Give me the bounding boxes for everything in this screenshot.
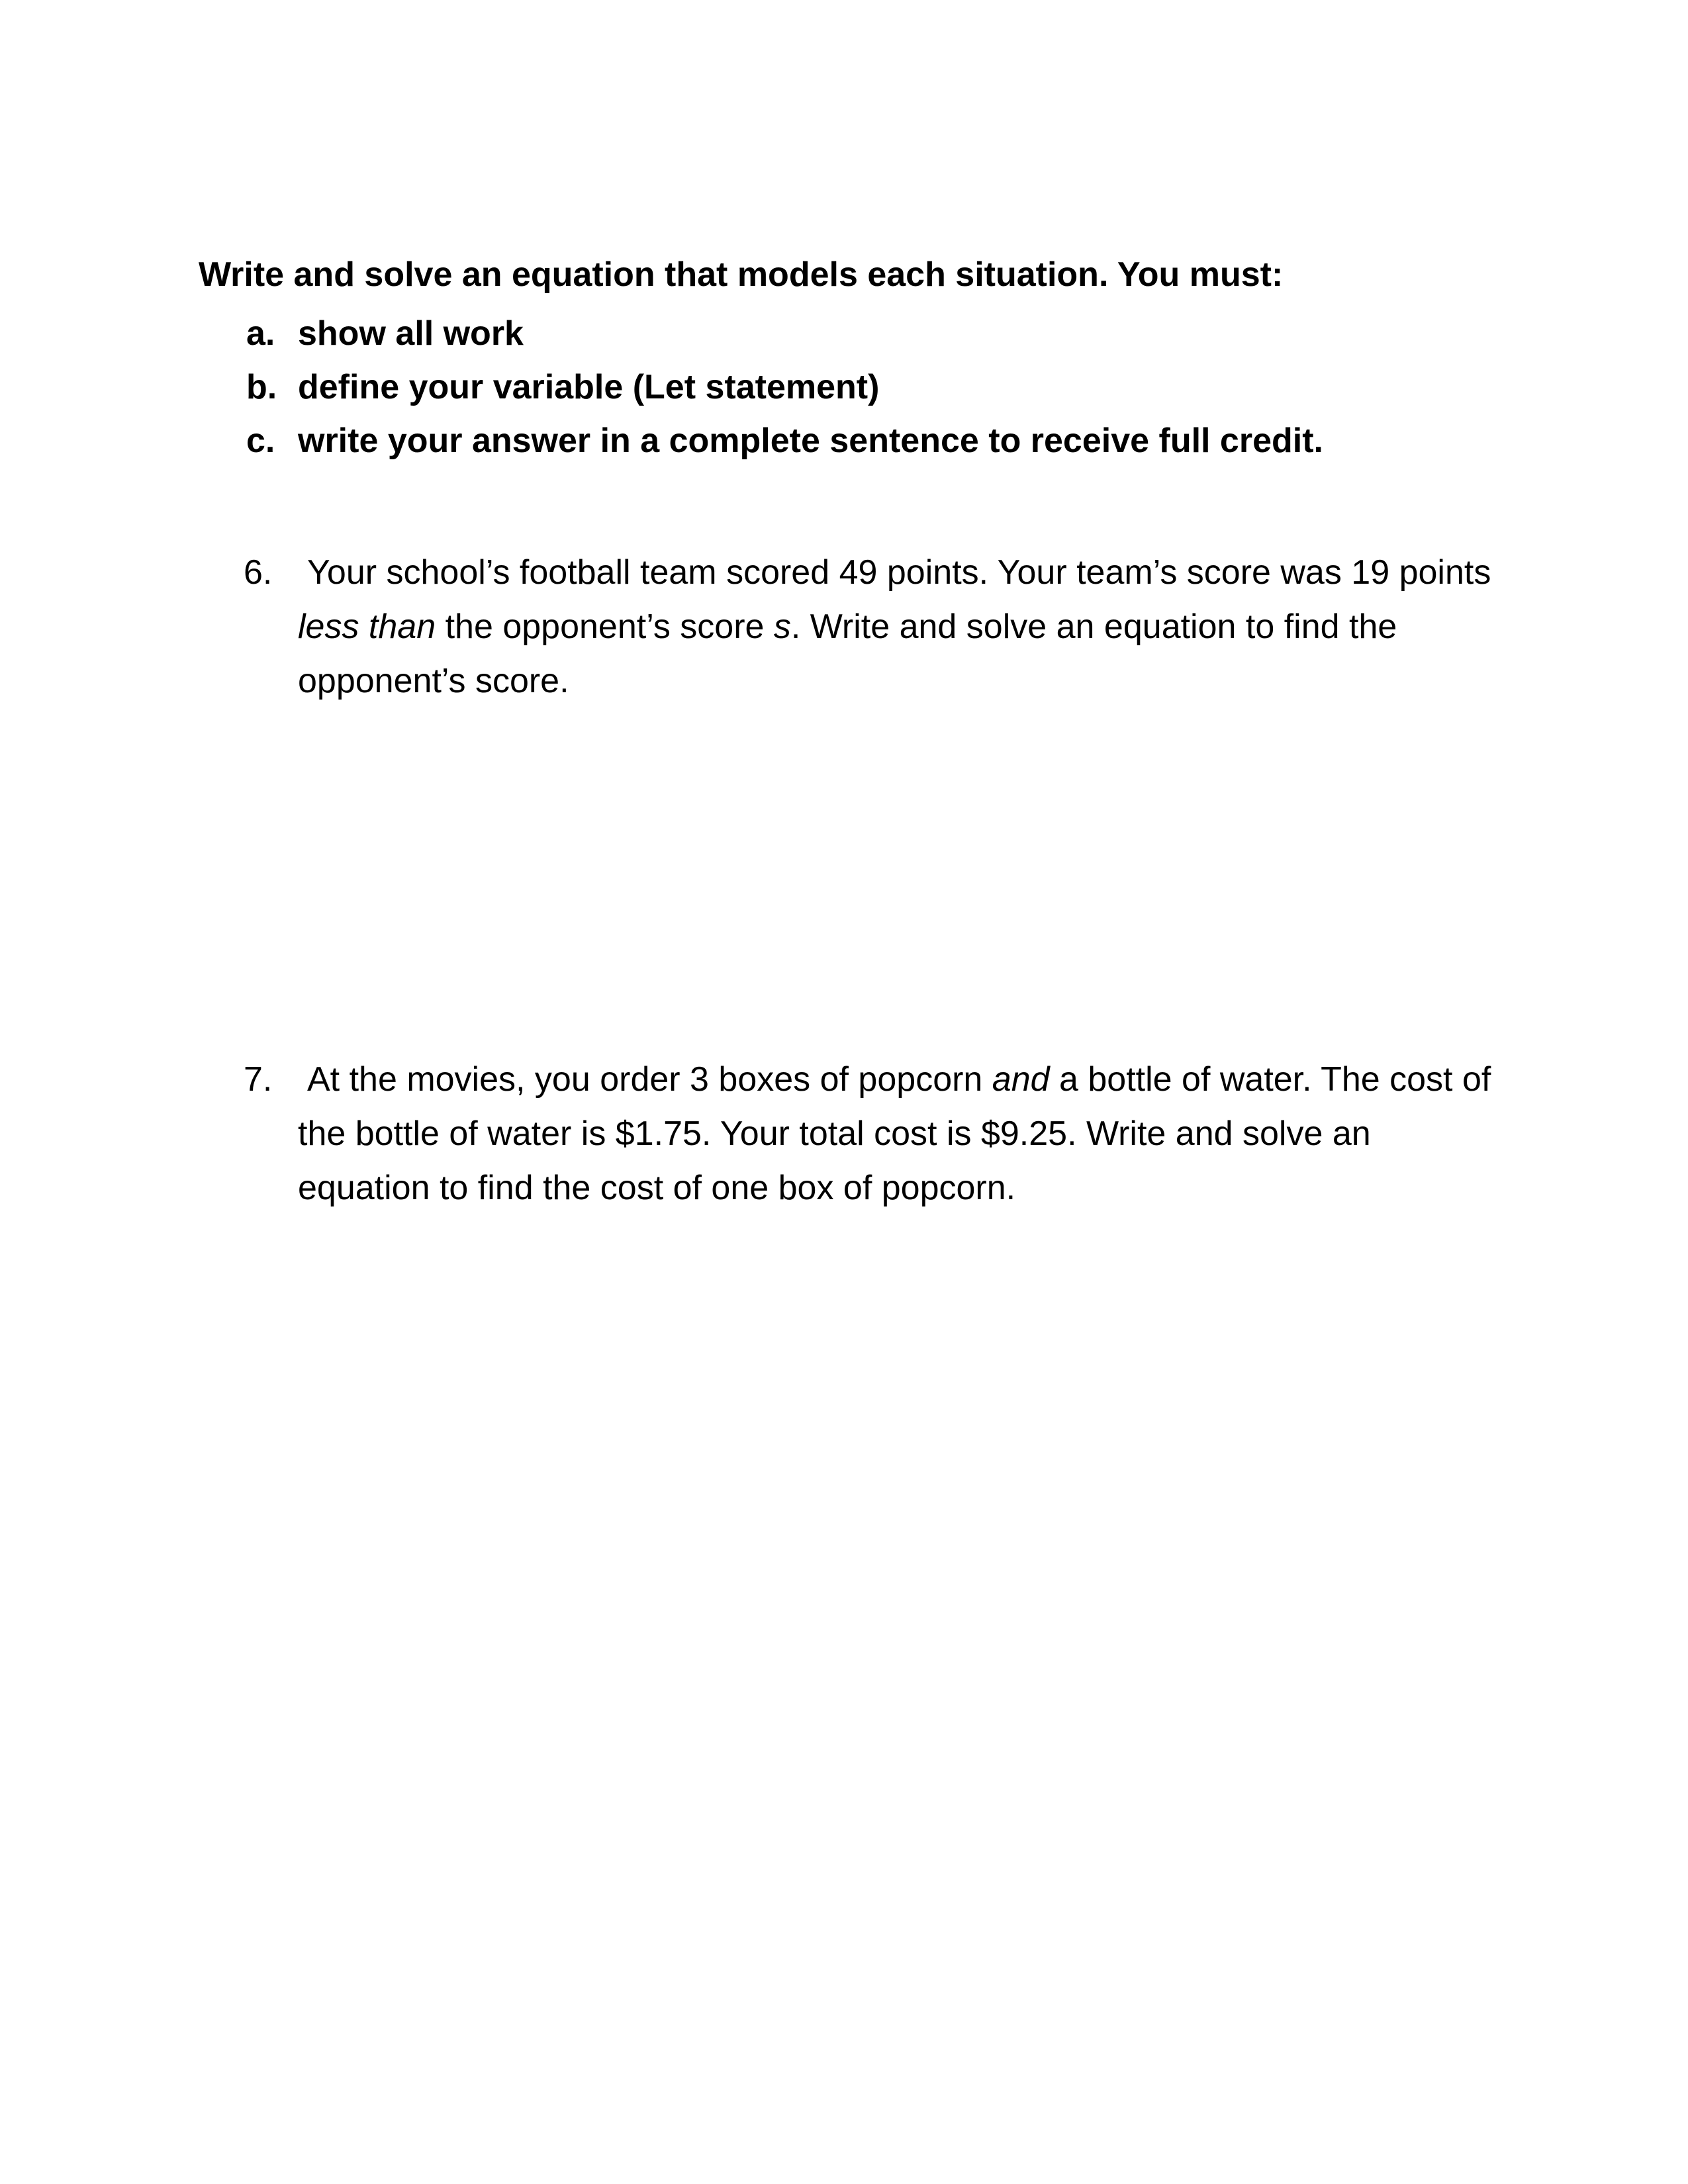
- requirement-item: [238, 307, 1323, 361]
- requirement-text: define your variable (Let statement): [298, 368, 880, 406]
- problem-text-segment: the opponent’s score: [436, 608, 774, 646]
- problem-text: [298, 1052, 1501, 1215]
- problem-text-segment: Your school’s football team scored 49 points. Your team’s score was 19 points: [307, 553, 1491, 592]
- problem-emphasis: less than: [298, 608, 436, 646]
- requirement-marker: b.: [246, 368, 277, 406]
- problem-7: [244, 1052, 1501, 1215]
- requirement-text: show all work: [298, 314, 524, 353]
- problem-text-segment: . Write and solve an equation to find the opponent’s score.: [298, 608, 1397, 700]
- requirements-list: [238, 307, 1323, 468]
- instructions-heading: Write and solve an equation that models each situation. You must:: [199, 255, 1284, 294]
- problem-text: [298, 545, 1501, 708]
- problem-6: [244, 545, 1501, 708]
- requirement-marker: c.: [246, 422, 275, 460]
- problem-number: 7.: [244, 1060, 273, 1099]
- requirement-item: [238, 361, 1323, 414]
- problem-number: 6.: [244, 553, 273, 592]
- problem-emphasis: and: [992, 1060, 1050, 1099]
- problem-text-segment: At the movies, you order 3 boxes of popcorn: [307, 1060, 992, 1099]
- problem-text-segment: a bottle of water. The cost of the bottle of water is $1.75. Your total cost is $9.25. Write and solve an equation to find the cost of one box of popcorn.: [298, 1060, 1491, 1207]
- variable-s: s: [773, 608, 791, 646]
- requirement-marker: a.: [246, 314, 275, 353]
- requirement-text: write your answer in a complete sentence to receive full credit.: [298, 422, 1323, 460]
- requirement-item: [238, 414, 1323, 468]
